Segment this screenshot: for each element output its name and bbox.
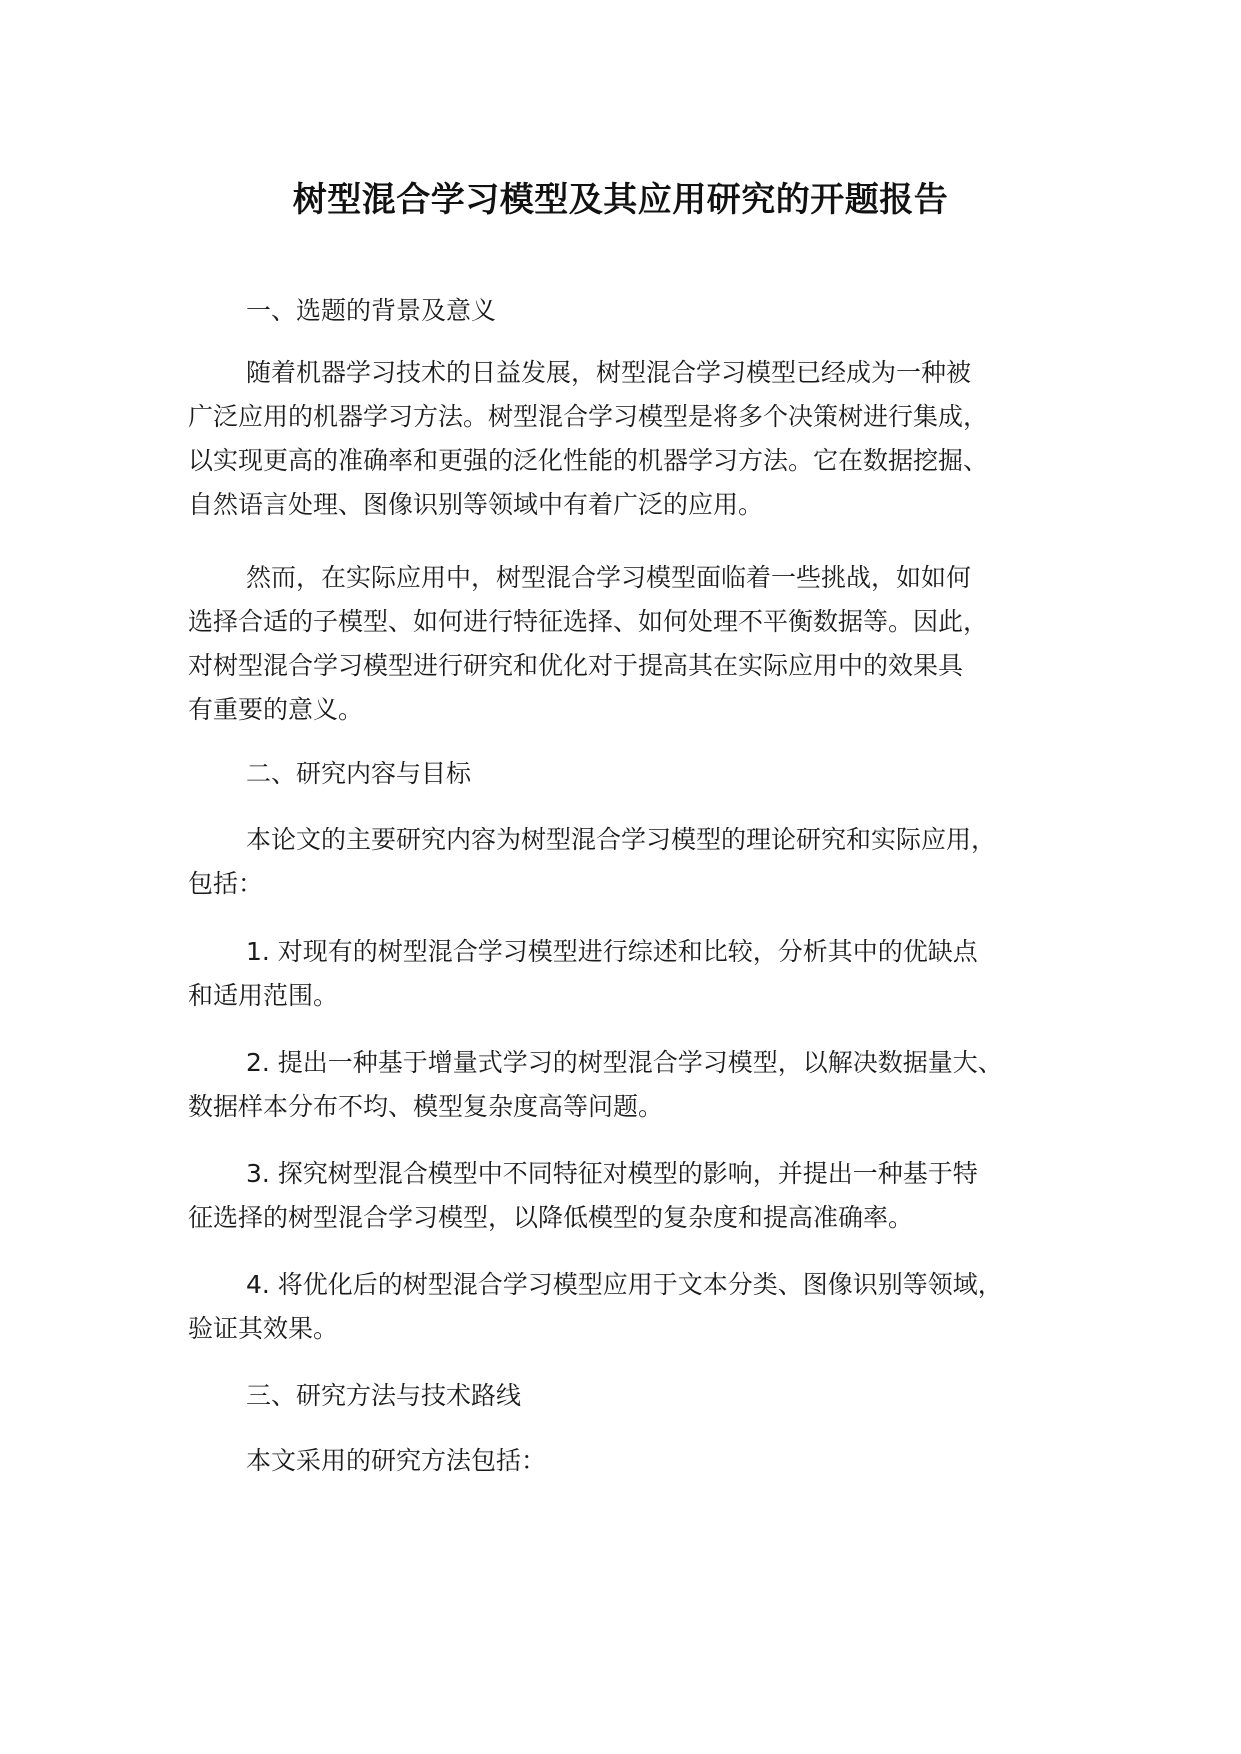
list-item-line: 和适用范围。 (188, 981, 339, 1010)
section-heading-content: 二、研究内容与目标 (246, 759, 472, 788)
section-heading-methods: 三、研究方法与技术路线 (246, 1381, 522, 1410)
paragraph-line: 对树型混合学习模型进行研究和优化对于提高其在实际应用中的效果具 (188, 651, 964, 680)
paragraph-line: 随着机器学习技术的日益发展，树型混合学习模型已经成为一种被 (246, 358, 972, 387)
list-item-line: 1. 对现有的树型混合学习模型进行综述和比较，分析其中的优缺点 (246, 937, 978, 966)
paragraph-line: 本论文的主要研究内容为树型混合学习模型的理论研究和实际应用， (246, 825, 997, 854)
list-item-line: 数据样本分布不均、模型复杂度高等问题。 (188, 1092, 664, 1121)
paragraph-line: 有重要的意义。 (188, 695, 364, 724)
paragraph-line: 包括： (188, 869, 264, 898)
paragraph-line: 以实现更高的准确率和更强的泛化性能的机器学习方法。它在数据挖掘、 (188, 446, 989, 475)
list-item-line: 验证其效果。 (188, 1314, 339, 1343)
list-item-line: 2. 提出一种基于增量式学习的树型混合学习模型，以解决数据量大、 (246, 1048, 1003, 1077)
paragraph-line: 本文采用的研究方法包括： (246, 1446, 547, 1475)
list-item-line: 4. 将优化后的树型混合学习模型应用于文本分类、图像识别等领域， (246, 1270, 1003, 1299)
document-title: 树型混合学习模型及其应用研究的开题报告 (292, 180, 949, 220)
list-item-line: 征选择的树型混合学习模型，以降低模型的复杂度和提高准确率。 (188, 1203, 914, 1232)
paragraph-line: 选择合适的子模型、如何进行特征选择、如何处理不平衡数据等。因此， (188, 607, 989, 636)
list-item-line: 3. 探究树型混合模型中不同特征对模型的影响，并提出一种基于特 (246, 1159, 978, 1188)
paragraph-line: 自然语言处理、图像识别等领域中有着广泛的应用。 (188, 490, 764, 519)
paragraph-line: 广泛应用的机器学习方法。树型混合学习模型是将多个决策树进行集成， (188, 402, 989, 431)
paragraph-line: 然而，在实际应用中，树型混合学习模型面临着一些挑战，如如何 (246, 563, 972, 592)
section-heading-background: 一、选题的背景及意义 (246, 296, 497, 325)
